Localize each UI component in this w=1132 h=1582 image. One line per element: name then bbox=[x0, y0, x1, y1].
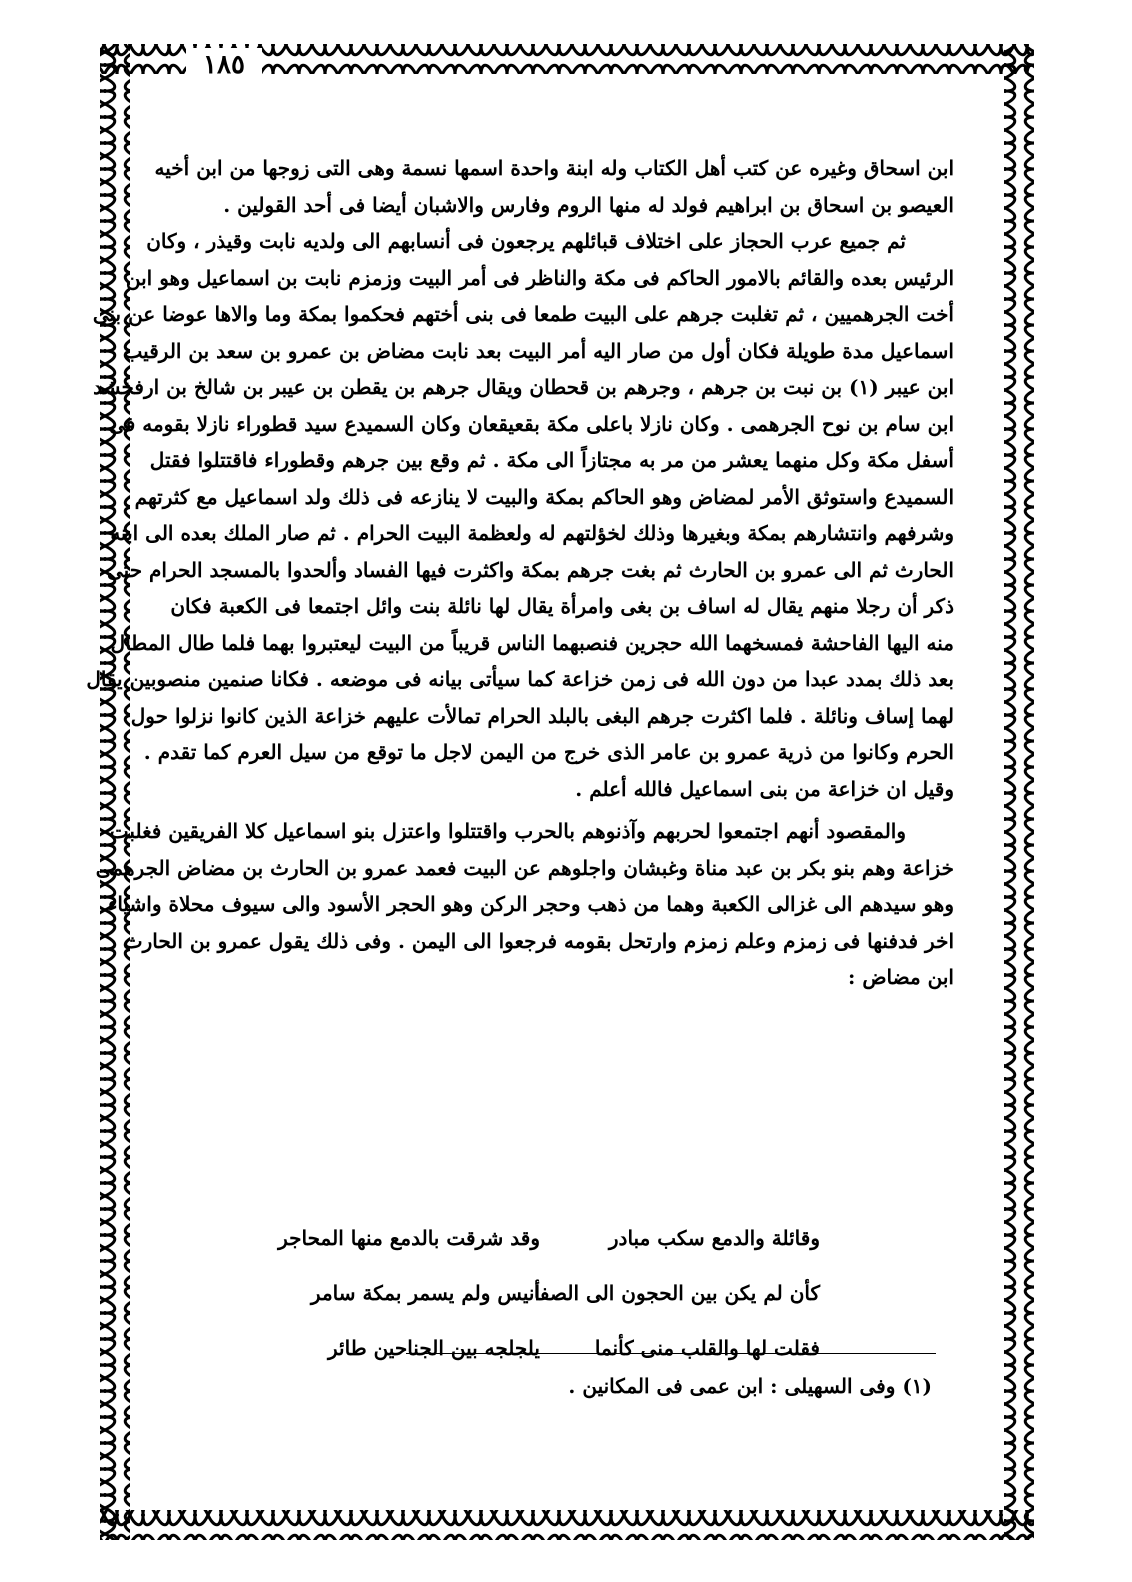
text-line: منه اليها الفاحشة فمسخهما الله حجرين فنصبهما الناس قريباً من البيت ليعتبروا بهما فلما طال المطال bbox=[110, 630, 954, 655]
text-line: الحرم وكانوا من ذرية عمرو بن عامر الذى خرج من اليمن لاجل ما توقع من سيل العرم كما تقدم . bbox=[143, 740, 954, 764]
verse-first-hemistich: وقائلة والدمع سكب مبادر bbox=[608, 1226, 820, 1250]
text-line: والمقصود أنهم اجتمعوا لحربهم وآذنوهم بالحرب واقتتلوا واعتزل بنو اسماعيل كلا الفريقين فغلبت bbox=[109, 819, 906, 843]
text-line: ذكر أن رجلا منهم يقال له اساف بن بغى وامرأة يقال لها نائلة بنت وائل اجتمعا فى الكعبة فكان bbox=[170, 594, 954, 618]
text-line: ابن عيبر (١) بن نبت بن جرهم ، وجرهم بن قحطان ويقال جرهم بن يقطن بن عيبر بن شالخ بن ارفخشد bbox=[93, 375, 954, 399]
verse-first-hemistich: فقلت لها والقلب منى كأنما bbox=[594, 1336, 820, 1360]
text-line: السميدع واستوثق الأمر لمضاض وهو الحاكم بمكة والبيت لا ينازعه فى ذلك ولد اسماعيل مع كثرتهم bbox=[134, 484, 954, 509]
text-line: ثم جميع عرب الحجاز على اختلاف قبائلهم يرجعون فى أنسابهم الى ولديه نابت وقيذر ، وكان bbox=[146, 229, 906, 253]
text-line: اخر فدفنها فى زمزم وعلم زمزم وارتحل بقومه فرجعوا الى اليمن . وفى ذلك يقول عمرو بن الحارث bbox=[123, 928, 954, 953]
verse-second-hemistich: أنيس ولم يسمر بمكة سامر bbox=[310, 1281, 540, 1305]
footnote-divider bbox=[406, 1353, 936, 1354]
text-line: لهما إساف ونائلة . فلما اكثرت جرهم البغى بالبلد الحرام تمالأت عليهم خزاعة الذين كانوا نزلوا حول bbox=[130, 703, 954, 728]
text-line: وشرفهم وانتشارهم بمكة وبغيرها وذلك لخؤلتهم له ولعظمة البيت الحرام . ثم صار الملك بعده الى ابنه bbox=[110, 521, 954, 545]
text-line: وهو سيدهم الى غزالى الكعبة وهما من ذهب وحجر الركن وهو الحجر الأسود والى سيوف محلاة واشياء bbox=[108, 892, 954, 916]
text-line: ابن اسحاق وغيره عن كتب أهل الكتاب وله ابنة واحدة اسمها نسمة وهى التى زوجها من ابن أخيه bbox=[154, 156, 954, 180]
text-line: ابن مضاض : bbox=[848, 965, 954, 989]
text-line: الرئيس بعده والقائم بالامور الحاكم فى مكة والناظر فى أمر البيت وزمزم نابت بن اسماعيل وهو ابن bbox=[125, 265, 954, 290]
verse-right-column bbox=[533, 1218, 820, 1383]
text-line: وقيل ان خزاعة من بنى اسماعيل فالله أعلم . bbox=[575, 776, 954, 801]
text-line: العيصو بن اسحاق بن ابراهيم فولد له منها الروم وفارس والاشبان أيضا فى أحد القولين . bbox=[223, 192, 954, 217]
verse-second-hemistich: يلجلجه بين الجناحين طائر bbox=[328, 1336, 540, 1360]
text-line: بعد ذلك بمدد عبدا من دون الله فى زمن خزاعة كما سيأتى بيانه فى موضعه . فكانا صنمين منصوبين يقال bbox=[86, 667, 954, 691]
verse-second-hemistich: وقد شرقت بالدمع منها المحاجر bbox=[278, 1226, 540, 1250]
verse-first-hemistich: كأن لم يكن بين الحجون الى الصفا bbox=[533, 1281, 820, 1305]
main-text bbox=[86, 150, 954, 996]
text-line: أسفل مكة وكل منهما يعشر من مر به مجتازاً الى مكة . ثم وقع بين جرهم وقطوراء فاقتتلوا فقتل bbox=[149, 448, 954, 472]
page-number: ١٨٥ bbox=[186, 48, 262, 82]
verse-left-column bbox=[278, 1218, 540, 1383]
text-line: ابن سام بن نوح الجرهمى . وكان نازلا باعلى مكة بقعيقعان وكان السميدع سيد قطوراء نازلا بقومه فى bbox=[109, 411, 954, 436]
text-line: اسماعيل مدة طويلة فكان أول من صار اليه أمر البيت بعد نابت مضاض بن عمرو بن سعد بن الرقيب bbox=[123, 338, 954, 363]
text-line: الحارث ثم الى عمرو بن الحارث ثم بغت جرهم بمكة واكثرت فيها الفساد وألحدوا بالمسجد الحرام حتى bbox=[106, 557, 954, 582]
text-line: خزاعة وهم بنو بكر بن عبد مناة وغبشان واجلوهم عن البيت فعمد عمرو بن الحارث بن مضاض الجرهمى bbox=[95, 855, 954, 880]
text-line: أخت الجرهميين ، ثم تغلبت جرهم على البيت طمعا فى بنى أختهم فحكموا بمكة وما والاها عوضا عن بنى bbox=[92, 302, 954, 326]
footnote: (١) وفى السهيلى : ابن عمى فى المكانين . bbox=[568, 1374, 932, 1398]
